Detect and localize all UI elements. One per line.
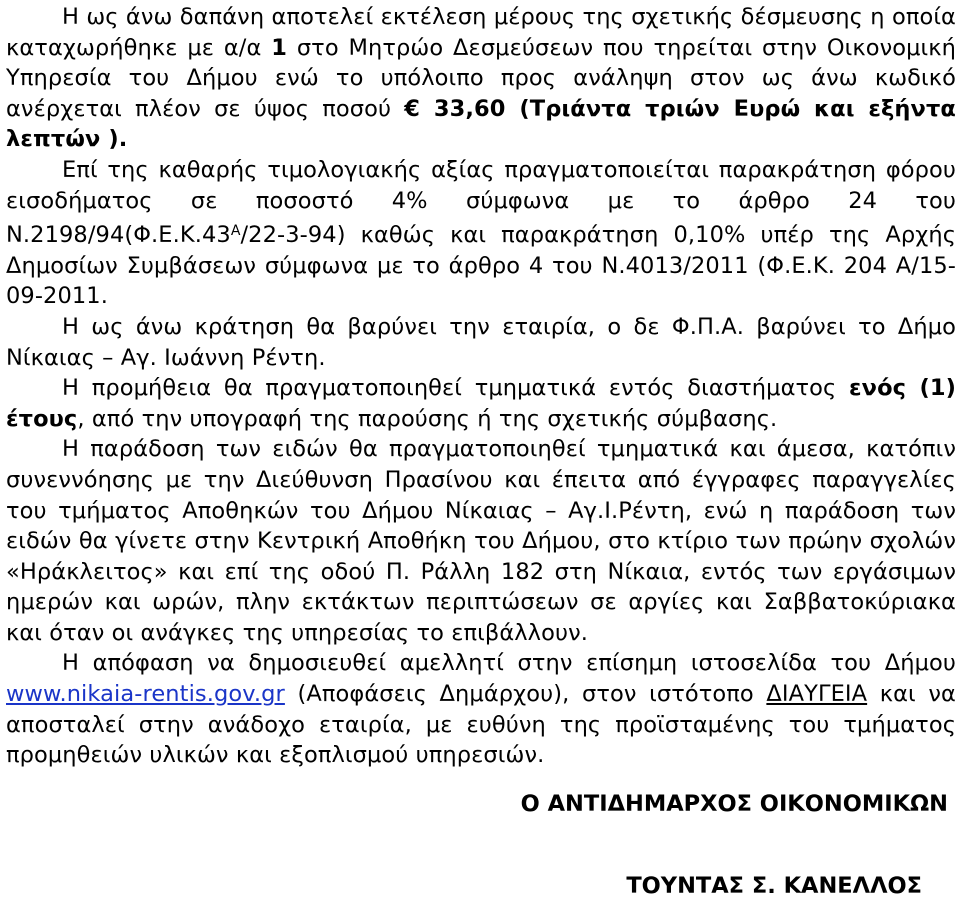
publication-text: Η απόφαση να δημοσιευθεί αμελλητί στην επίσημη ιστοσελίδα του Δήμου xyxy=(62,650,956,677)
supply-text-cont: , από την υπογραφή της παρούσης ή της σχετικής σύμβασης. xyxy=(77,405,778,432)
paragraph-commitment xyxy=(6,2,956,155)
remaining-amount: € 33,60 (Τριάντα τριών Ευρώ και εξήντα λεπτών ). xyxy=(6,95,956,153)
commitment-number: 1 xyxy=(271,34,287,61)
supply-text: Η προμήθεια θα πραγματοποιηθεί τμηματικά εντός διαστήματος xyxy=(62,375,850,402)
tax-superscript: Α xyxy=(230,223,241,240)
publication-text-end: και να αποσταλεί στην ανάδοχο εταιρία, με ευθύνη της προϊσταμένης του τμήματος προμηθειών υλικών και εξοπλισμού υπηρεσιών. xyxy=(6,681,956,769)
municipality-website-link[interactable]: www.nikaia-rentis.gov.gr xyxy=(6,681,285,708)
spacer xyxy=(6,771,956,789)
publication-text-cont: (Αποφάσεις Δημάρχου), στον ιστότοπο xyxy=(284,681,767,708)
paragraph-delivery: Η παράδοση των ειδών θα πραγματοποιηθεί τμηματικά και άμεσα, κατόπιν συνεννόησης με την Διεύθυνση Πρασίνου και έπειτα από έγγραφες παραγγελίες του τμήματος Αποθηκών του Δήμου Νίκαιας – Αγ.Ι.Ρέντη, ενώ η παράδοση των ειδών θα γίνετε στην Κεντρική Αποθήκη του Δήμου, στο κτίριο των πρώην σχολών «Ηράκλειτος» και επί της οδού Π. Ράλλη 182 στη Νίκαια, εντός των εργάσιμων ημερών και ωρών, πλην εκτάκτων περιπτώσεων σε αργίες και Σαββατοκύριακα και όταν οι ανάγκες της υπηρεσίας το επιβάλλουν. xyxy=(6,436,956,646)
commitment-text: Η ως άνω δαπάνη αποτελεί εκτέλεση μέρους της σχετικής δέσμευσης η οποία καταχωρήθηκε με α/α xyxy=(6,4,956,61)
tax-text: Επί της καθαρής τιμολογιακής αξίας πραγματοποιείται παρακράτηση φόρου εισοδήματος σε ποσοστό 4% σύμφωνα με το άρθρο 24 του Ν.2198/94(Φ.Ε.Κ.43 xyxy=(6,156,956,249)
paragraph-charge: Η ως άνω κράτηση θα βαρύνει την εταιρία, ο δε Φ.Π.Α. βαρύνει το Δήμο Νίκαιας – Αγ. Ιωάννη Ρέντη. xyxy=(6,313,956,371)
paragraph-tax-withholding xyxy=(6,155,956,312)
paragraph-publication xyxy=(6,648,956,770)
signature-role: Ο ΑΝΤΙΔΗΜΑΡΧΟΣ ΟΙΚΟΝΟΜΙΚΩΝ xyxy=(520,790,948,817)
diavgeia-label: ΔΙΑΥΓΕΙΑ xyxy=(766,681,868,708)
signature-name: ΤΟΥΝΤΑΣ Σ. ΚΑΝΕΛΛΟΣ xyxy=(626,873,922,900)
tax-text-cont: /22-3-94) καθώς και παρακράτηση 0,10% υπέρ της Αρχής Δημοσίων Συμβάσεων σύμφωνα με το άρθρο 4 του Ν.4013/2011 (Φ.Ε.Κ. 204 Α/15-09-2011. xyxy=(6,222,956,310)
commitment-text-cont: στο Μητρώο Δεσμεύσεων που τηρείται στην Οικονομική Υπηρεσία του Δήμου ενώ το υπόλοιπο προς ανάληψη στον ως άνω κωδικό ανέρχεται πλέον σε ύψος ποσού xyxy=(6,34,956,122)
supply-duration: ενός (1) έτους xyxy=(6,375,956,432)
paragraph-supply-period xyxy=(6,373,956,434)
